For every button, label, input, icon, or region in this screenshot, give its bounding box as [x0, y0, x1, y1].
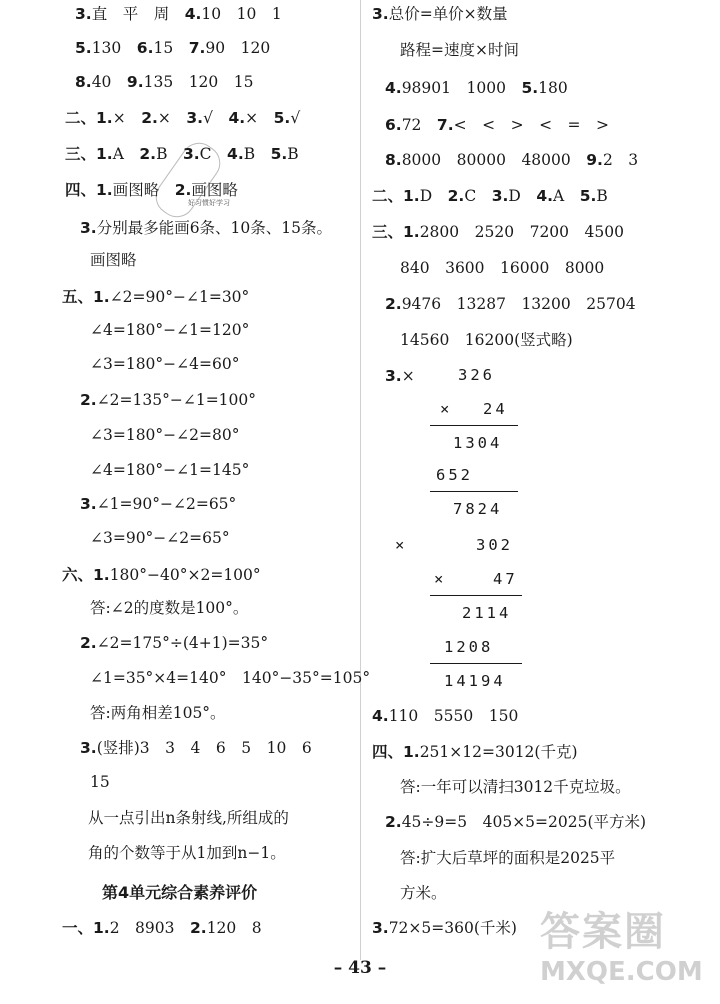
answer-text: 180°−40°×2=100°: [109, 566, 261, 584]
left-answer-line: [75, 4, 282, 24]
answer-text: 9476 13287 13200 25704: [401, 295, 636, 313]
item-number: 3.: [491, 187, 509, 205]
right-answer-line: [372, 742, 578, 762]
right-answer-line: [385, 366, 415, 386]
right-answer-line: [400, 848, 615, 868]
item-number: 三、1.: [65, 145, 113, 163]
answer-text: 98901 1000: [401, 79, 522, 97]
item-number: 四、1.: [65, 181, 113, 199]
item-number: 6.: [136, 39, 154, 57]
item-number: 2.: [80, 634, 97, 652]
calc1-rule-1: [430, 425, 518, 426]
right-answer-line: [372, 918, 517, 938]
answer-text: 130: [91, 39, 137, 57]
item-number: 3.: [385, 367, 402, 385]
answer-text: ∠1=35°×4=140° 140°−35°=105°: [90, 669, 371, 687]
right-answer-line: [400, 258, 604, 278]
answer-text: 40: [91, 73, 127, 91]
calc2-rule-1: [430, 595, 522, 596]
answer-text: 分别最多能画6条、10条、15条。: [96, 219, 332, 237]
item-number: 5.: [75, 39, 92, 57]
left-answer-line: [90, 528, 230, 548]
answer-text: 角的个数等于从1加到n−1。: [88, 844, 286, 862]
right-answer-line: [385, 812, 646, 832]
left-answer-line: [80, 494, 236, 514]
answer-text: ×: [112, 109, 142, 127]
column-divider: [360, 0, 361, 960]
left-answer-line: [65, 180, 238, 200]
left-answer-line: [75, 38, 270, 58]
answer-text: 路程=速度×时间: [400, 41, 519, 59]
item-number: 五、1.: [62, 288, 110, 306]
item-number: 3.: [372, 5, 389, 23]
answer-text: (竖排)3 3 4 6 5 10 6: [96, 739, 312, 757]
left-answer-line: [88, 843, 286, 863]
answer-text: 251×12=3012(千克): [419, 743, 578, 761]
item-number: 2.: [447, 187, 465, 205]
right-answer-line: [385, 294, 636, 314]
item-number: 4.: [372, 707, 389, 725]
right-answer-line: [385, 150, 638, 170]
item-number: 4.: [385, 79, 402, 97]
answer-text: 总价=单价×数量: [388, 5, 508, 23]
item-number: 二、1.: [65, 109, 113, 127]
answer-text: ×: [401, 367, 415, 385]
calc2-times-sign: ×: [434, 570, 447, 588]
left-answer-line: [62, 918, 262, 938]
answer-text: 2800 2520 7200 4500: [419, 223, 624, 241]
answer-text: 45÷9=5 405×5=2025(平方米): [401, 813, 647, 831]
answer-text: ×: [157, 109, 187, 127]
item-number: 六、1.: [62, 566, 110, 584]
answer-text: 答:扩大后草坪的面积是2025平: [400, 849, 616, 867]
item-number: 3.: [372, 919, 389, 937]
answer-text: 110 5550 150: [388, 707, 519, 725]
answer-text: 2 3: [602, 151, 639, 169]
answer-text: C: [464, 187, 492, 205]
item-number: 7.: [436, 116, 454, 134]
left-answer-line: [80, 738, 312, 758]
item-number: 3.: [75, 5, 92, 23]
calc1-multiplier: 24: [483, 400, 508, 418]
answer-text: ∠2=135°−∠1=100°: [96, 391, 257, 409]
answer-text: 90 120: [205, 39, 271, 57]
answer-text: B: [287, 145, 299, 163]
item-number: 2.: [174, 181, 192, 199]
answer-text: ∠3=90°−∠2=65°: [90, 529, 230, 547]
item-number: 2.: [385, 813, 402, 831]
answer-text: √: [290, 109, 301, 127]
answer-text: 答:一年可以清扫3012千克垃圾。: [400, 778, 631, 796]
left-answer-line: [90, 703, 226, 723]
answer-text: A: [112, 145, 140, 163]
right-answer-line: [372, 706, 518, 726]
item-number: 7.: [188, 39, 206, 57]
answer-text: 8000 80000 48000: [401, 151, 587, 169]
left-answer-line: [90, 425, 239, 445]
left-answer-line: [65, 108, 300, 128]
calc2-mark: ×: [395, 536, 408, 554]
answer-text: D: [419, 187, 448, 205]
answer-text: √: [203, 109, 229, 127]
item-number: 四、1.: [372, 743, 420, 761]
item-number: 8.: [75, 73, 92, 91]
right-answer-line: [400, 40, 519, 60]
answer-text: 从一点引出n条射线,所组成的: [88, 809, 289, 827]
calc2-partial-1: 2114: [462, 604, 512, 622]
answer-text: ∠3=180°−∠4=60°: [90, 355, 240, 373]
answer-text: C: [199, 145, 228, 163]
answer-text: 2 8903: [109, 919, 190, 937]
answer-text: D: [508, 187, 537, 205]
calc1-times-sign: ×: [440, 400, 453, 418]
item-number: 5.: [273, 109, 291, 127]
item-number: 3.: [186, 109, 204, 127]
item-number: 3.: [182, 145, 200, 163]
right-answer-line: [372, 4, 508, 24]
answer-text: ∠3=180°−∠2=80°: [90, 426, 240, 444]
calc2-partial-2: 1208: [444, 638, 494, 656]
answer-text: 画图略: [112, 181, 175, 199]
left-answer-line: [80, 633, 268, 653]
right-answer-line: [372, 222, 624, 242]
answer-text: B: [156, 145, 183, 163]
answer-text: 方米。: [400, 884, 447, 902]
answer-text: 72: [401, 116, 437, 134]
item-number: 6.: [385, 116, 402, 134]
left-answer-line: [90, 320, 249, 340]
answer-text: 画图略: [90, 251, 137, 269]
answer-text: ∠4=180°−∠1=120°: [90, 321, 250, 339]
answer-text: 180: [538, 79, 568, 97]
answer-text: 15: [90, 773, 110, 791]
item-number: 2.: [141, 109, 158, 127]
left-answer-line: [80, 218, 332, 238]
left-answer-line: [80, 390, 256, 410]
left-answer-line: [90, 354, 239, 374]
item-number: 5.: [521, 79, 539, 97]
left-answer-line: [90, 668, 370, 688]
answer-text: 72×5=360(千米): [388, 919, 517, 937]
item-number: 5.: [270, 145, 288, 163]
item-number: 5.: [579, 187, 597, 205]
right-answer-line: [400, 330, 573, 350]
item-number: 3.: [80, 495, 97, 513]
item-number: 4.: [184, 5, 202, 23]
left-answer-line: [90, 460, 249, 480]
left-answer-line: [88, 808, 289, 828]
answer-text: ∠2=90°−∠1=30°: [109, 288, 250, 306]
left-answer-line: [62, 565, 261, 585]
item-number: 三、1.: [372, 223, 420, 241]
answer-text: 840 3600 16000 8000: [400, 259, 605, 277]
item-number: 一、1.: [62, 919, 110, 937]
item-number: 2.: [139, 145, 157, 163]
answer-text: < < > < = >: [453, 116, 610, 134]
left-answer-line: [62, 287, 249, 307]
answer-text: 10 10 1: [201, 5, 282, 23]
right-answer-line: [400, 883, 447, 903]
calc2-multiplier: 47: [493, 570, 518, 588]
item-number: 2.: [80, 391, 97, 409]
stamp-text: 好习惯好学习: [188, 199, 230, 207]
item-number: 8.: [385, 151, 402, 169]
right-answer-line: [400, 777, 631, 797]
answer-text: ∠4=180°−∠1=145°: [90, 461, 250, 479]
answer-text: A: [553, 187, 580, 205]
answer-text: ∠2=175°÷(4+1)=35°: [96, 634, 269, 652]
answer-text: 15: [153, 39, 189, 57]
item-number: 9.: [126, 73, 144, 91]
calc1-multiplicand: 326: [458, 366, 495, 384]
left-answer-line: [90, 598, 248, 618]
answer-text: 120 8: [206, 919, 262, 937]
left-answer-line: [75, 72, 254, 92]
watermark-logo: [540, 900, 710, 1000]
item-number: 9.: [586, 151, 603, 169]
item-number: 4.: [536, 187, 553, 205]
item-number: 4.: [228, 109, 246, 127]
left-answer-line: [90, 772, 110, 792]
answer-text: 135 120 15: [143, 73, 254, 91]
answer-text: B: [596, 187, 608, 205]
item-number: 3.: [80, 219, 97, 237]
answer-text: 直 平 周: [91, 5, 185, 23]
answer-text: 画图略: [191, 181, 238, 199]
watermark-title: 答案圈: [540, 909, 666, 955]
calc1-rule-2: [430, 491, 518, 492]
left-answer-line: [90, 250, 137, 270]
item-number: 2.: [385, 295, 402, 313]
answer-text: ×: [245, 109, 274, 127]
calc1-partial-1: 1304: [453, 434, 503, 452]
calc2-rule-2: [430, 663, 522, 664]
answer-text: ∠1=90°−∠2=65°: [96, 495, 237, 513]
item-number: 4.: [227, 145, 244, 163]
answer-text: 答:两角相差105°。: [90, 704, 226, 722]
right-answer-line: [385, 115, 609, 135]
watermark-url: MXQE.COM: [540, 957, 703, 987]
calc2-multiplicand: 302: [476, 536, 513, 554]
answer-text: 答:∠2的度数是100°。: [90, 599, 249, 617]
item-number: 2.: [190, 919, 207, 937]
right-answer-line: [372, 186, 608, 206]
calc1-result: 7824: [453, 500, 503, 518]
item-number: 二、1.: [372, 187, 420, 205]
calc1-partial-2: 652: [436, 466, 473, 484]
answer-text: B: [243, 145, 271, 163]
right-answer-line: [385, 78, 568, 98]
answer-text: 14560 16200(竖式略): [400, 331, 573, 349]
item-number: 3.: [80, 739, 97, 757]
section-title: 第4单元综合素养评价: [102, 883, 258, 902]
page-number: – 43 –: [333, 958, 387, 978]
calc2-result: 14194: [444, 672, 506, 690]
